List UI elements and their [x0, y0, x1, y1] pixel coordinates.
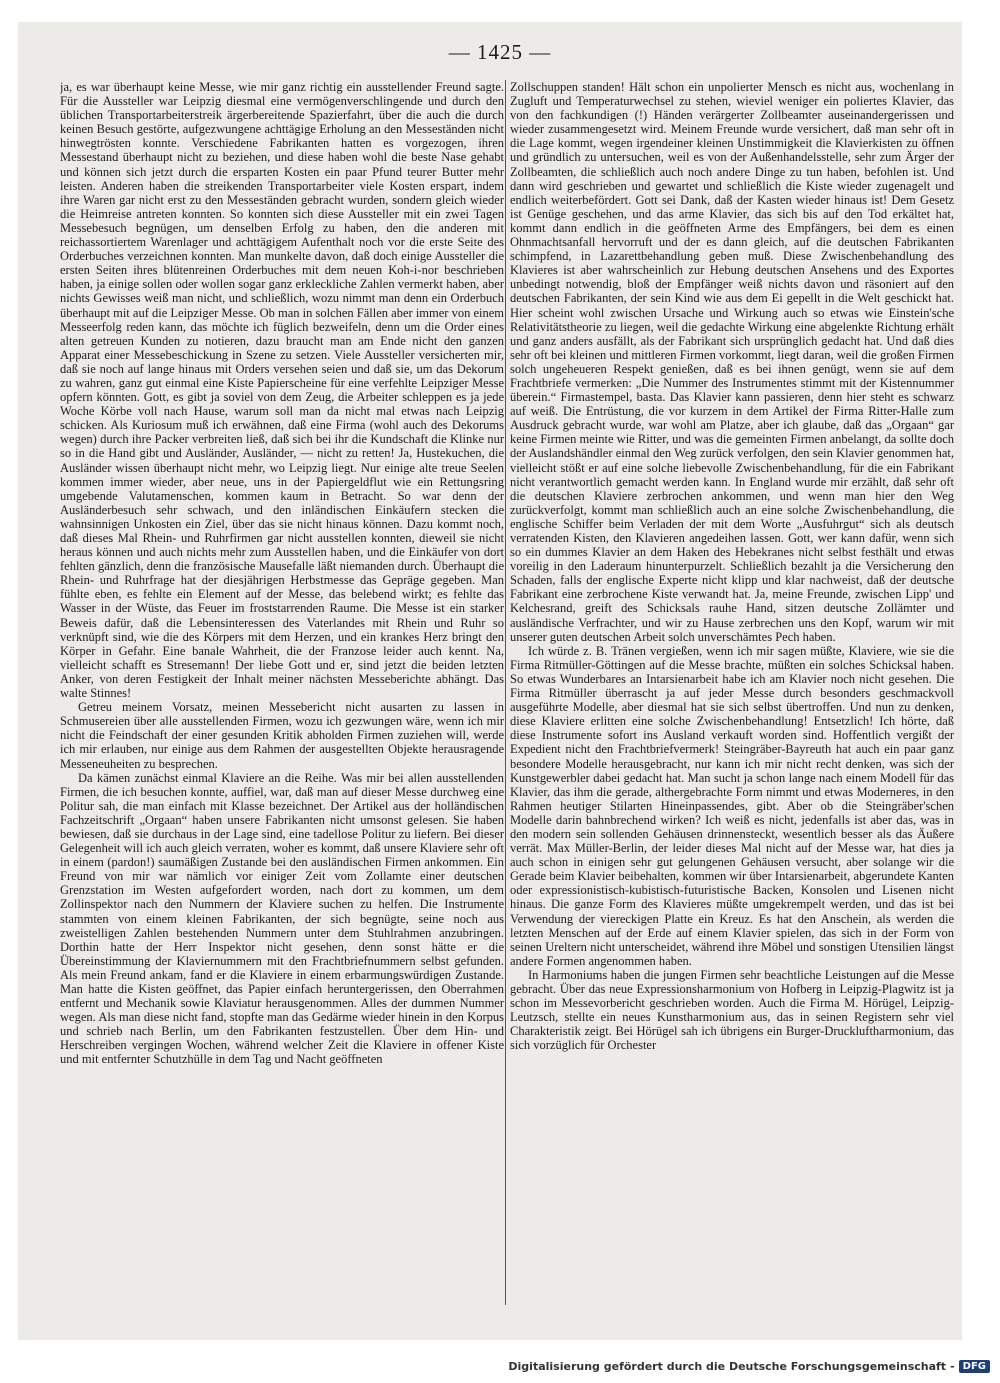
paragraph: Da kämen zunächst einmal Klaviere an die Reihe. Was mir bei allen ausstellenden Firmen, die ich besuchen konnte, auffiel, war, daß man auf dieser Messe durchweg eine Politur sah, die man einfach mit Klasse bezeichnet. Der Artikel aus der holländischen Fachzeitschrift „Orgaan“ haben unsere Fabrikanten nicht umsonst gelesen. Sie haben bewiesen, daß sie durchaus in der Lage sind, eine tadellose Politur zu liefern. Bei dieser Gelegenheit will ich auch gleich verraten, woher es kommt, daß unsere Klaviere sehr oft in einem (pardon!) saumäßigen Zustande bei den ausländischen Firmen ankommen. Ein Freund von mir war nämlich vor einiger Zeit vom Zollamte einer deutschen Grenzstation im Westen aufgefordert worden, nach dort zu kommen, um dem Zollinspektor nach den Nummern der Klaviere suchen zu helfen. Die Instrumente stammten von einem kleinen Fabrikanten, der sich begnügte, seine noch aus zweistelligen Zahlen bestehenden Nummern unter dem Stuhlrahmen anzubringen. Dorthin hatte der Herr Inspektor nicht gesehen, denn sonst hätte er die Übereinstimmung der Klaviernummern mit den Frachtbriefnummern selbst gefunden. Als mein Freund ankam, fand er die Klaviere in einem erbarmungswürdigen Zustande. Man hatte die Kisten geöffnet, das Papier einfach heruntergerissen, den Oberrahmen entfernt und Mechanik sowie Klaviatur herausgenommen. Alles der dummen Nummer wegen. Als man diese nicht fand, stopfte man das Gedärme wieder hinein in den Korpus und schrieb nach Berlin, um den Fabrikanten festzustellen. Über dem Hin- und Herschreiben vergingen Wochen, während welcher Zeit die Klaviere in offener Kiste und mit entfernter Schutzhülle in dem Tag und Nacht geöffneten: [60, 770, 504, 1067]
right-column: [510, 80, 954, 1320]
column-divider: [505, 80, 506, 1305]
paragraph: Getreu meinem Vorsatz, meinen Messebericht nicht ausarten zu lassen in Schmusereien über alle ausstellenden Firmen, wozu ich gezwungen wäre, wenn ich mir nicht die Feindschaft der einer gesunden Kritik abholden Firmen zuziehen will, werde ich mir erlauben, nur einige aus dem Rahmen der ausgestellten Objekte herausragende Messeneuheiten zu besprechen.: [60, 700, 504, 771]
paragraph: Zollschuppen standen! Hält schon ein unpolierter Mensch es nicht aus, wochenlang in Zugluft und Temperaturwechsel zu stehen, wieviel weniger ein poliertes Klavier, das von den fachkundigen (!) Händen verärgerter Zollbeamter auseinandergerissen und wieder zusammengesetzt wird. Meinem Freunde wurde versichert, daß man sehr oft in die Lage kommt, wegen irgendeiner kleinen Unstimmigkeit die Klavierkisten zu öffnen und gründlich zu untersuchen, weil es von der Außenhandelsstelle, sehr zum Ärger der Zollbeamten, die schließlich auch noch andere Dinge zu tun haben, befohlen ist. Und dann wird geschrieben und gewartet und schließlich die Kiste wieder zugenagelt und endlich weiterbefördert. Gott sei Dank, daß der Kasten wieder hinaus ist! Dem Gesetz ist Genüge geschehen, und das arme Klavier, das sich bis auf den Tod erkältet hat, kommt dann endlich in die geöffneten Arme des Empfängers, bei dem es einen Ohnmachtsanfall hervorruft und der es dann gleich, auf die deutschen Fabrikanten schimpfend, in Lazarettbehandlung geben muß. Diese Zwischenbehandlung des Klavieres ist aber wahrscheinlich zur Hebung deutschen Ansehens und des Exportes unbedingt notwendig, bloß der Empfänger weiß nichts davon und räsoniert auf den deutschen Fabrikanten, der sein Kind wie aus dem Ei gepellt in die Welt geschickt hat. Hier scheint wohl zwischen Ursache und Wirkung auch so etwas wie Einstein'sche Relativitätstheorie zu liegen, weil die gedachte Wirkung eine abgelenkte Richtung erhält und ganz anders ausfällt, als der Fabrikant sich ursprünglich gedacht hat. Und daß dies sehr oft bei kleinen und mittleren Firmen vorkommt, liegt daran, weil die großen Firmen solch ungeheueren Respekt genießen, daß es bei ihnen genügt, wenn sie auf dem Frachtbriefe vermerken: „Die Nummer des Instrumentes stimmt mit der Kistennummer überein.“ Firmastempel, basta. Das Klavier kann passieren, denn hier steht es schwarz auf weiß. Die Entrüstung, die vor kurzem in dem Artikel der Firma Ritter-Halle zum Ausdruck gebracht wurde, war wohl am Platze, aber ich glaube, daß das „Orgaan“ gar keine Firmen meinte wie Ritter, und was die gemeinten Firmen anbelangt, da sollte doch der Auslandshändler einmal den Weg zurück verfolgen, den sein Klavier genommen hat, vielleicht stößt er auf eine solche liebevolle Zwischenbehandlung, für die ein Fabrikant nicht verantwortlich gemacht werden kann. In England wurde mir erzählt, daß sehr oft die deutschen Klaviere zerbrochen ankommen, und wenn man hier den Weg zurückverfolgt, kommt man schließlich auch an eine solche Zwischenbehandlung, die englische Schiffer beim Verladen der mit dem Worte „Ausfuhrgut“ sich als deutsch verratenden Kisten, den Klavieren angedeihen lassen. Gott, wer kann dafür, wenn sich so ein dummes Klavier an dem Haken des Hebekranes nicht selbst festhält und etwas voreilig in den Laderaum hinunterpurzelt. Schließlich bezahlt ja die Versicherung den Schaden, falls der englische Experte nicht klipp und klar nachweist, daß der deutsche Fabrikant eine zerbrochene Kiste verwandt hat. Ja, meine Freunde, zwischen Lipp' und Kelchesrand, greift des Schicksals rauhe Hand, sitzen deutsche Zollämter und ausländische Verfrachter, und wir zu Hause zerbrechen uns den Kopf, warum wir mit unserer guten deutschen Arbeit solch unverschämtes Pech haben.: [510, 80, 954, 644]
credit-text: Digitalisierung gefördert durch die Deutsche Forschungsgemeinschaft: [508, 1360, 947, 1373]
credit-separator: -: [950, 1360, 955, 1373]
page-number: — 1425 —: [448, 40, 552, 64]
dfg-logo: DFG: [959, 1360, 990, 1373]
paragraph: In Harmoniums haben die jungen Firmen sehr beachtliche Leistungen auf die Messe gebracht. Über das neue Expressionsharmonium von Hofberg in Leipzig-Plagwitz ist ja schon im Messevorbericht geschrieben worden. Auch die Firma M. Hörügel, Leipzig-Leutzsch, stellte ein neues Kunstharmonium aus, das in seinen Registern sehr viel Charakteristik zeigt. Bei Hörügel sah ich übrigens ein Burger-Druckluftharmonium, das sich vorzüglich für Orchester: [510, 967, 954, 1053]
digitization-credit: [508, 1360, 990, 1373]
paragraph: Ich würde z. B. Tränen vergießen, wenn ich mir sagen müßte, Klaviere, wie sie die Firma Ritmüller-Göttingen auf die Messe brachte, müßten ein solches Schicksal haben. So etwas Wunderbares an Intarsienarbeit habe ich am Klavier noch nicht gesehen. Die Firma Ritmüller überrascht ja auf jeder Messe durch besonders geschmackvoll ausgeführte Modelle, aber diesmal hat sie sich selbst übertroffen. Und nun zu denken, diese Klaviere erlitten eine solche Zwischenbehandlung! Entsetzlich! Ich hörte, daß diese Instrumente sofort ins Ausland verkauft worden sind. Hoffentlich vergißt der Expedient nicht den Frachtbriefvermerk! Steingräber-Bayreuth hat auch ein paar ganz besondere Modelle herausgebracht, nur kann ich mir nicht recht denken, was sich der Kunstgewerbler dabei gedacht hat. Man sucht ja schon lange nach einem Modell für das Klavier, das ihm die gerade, althergebrachte Form nimmt und etwas Moderneres, in den Rahmen heutiger Stilarten Hineinpassendes, gibt. Aber ob die Steingräber'schen Modelle darin bahnbrechend wirken? Ich weiß es nicht, jedenfalls ist aber das, was in den modern sein sollenden Gehäusen drinnensteckt, wesentlich besser als das Äußere verrät. Max Müller-Berlin, der leider dieses Mal nicht auf der Messe war, hat dies ja auch schon in einigen sehr gut gelungenen Gehäusen versucht, aber solange wir die Gerade beim Klavier beibehalten, kommen wir über Intarsienarbeit, abgerundete Kanten oder expressionistisch-kubistisch-futuristische Backen, Konsolen und Lisenen nicht hinaus. Die ganze Form des Klavieres müßte umgekrempelt werden, und das ist bei Verwendung der viereckigen Platte ein Kreuz. Es hat den Anschein, als werden die letzten Menschen auf der Erde auf einem Klavier spielen, das sich in der Form von seinen Ureltern nicht unterscheidet, während ihre Möbel und sonstigen Utensilien längst andere Formen angenommen haben.: [510, 643, 954, 968]
paragraph: ja, es war überhaupt keine Messe, wie mir ganz richtig ein ausstellender Freund sagte. Für die Aussteller war Leipzig diesmal eine vermögenverschlingende und durch den üblichen Transportarbeiterstreik ärgerbereitende Spazierfahrt, über die auch die durch keinen Besuch gestörte, aufgezwungene achttägige Erholung an den Messeständen nicht hinwegtrösten konnte. Verschiedene Fabrikanten hatten es vorgezogen, ihren Messestand überhaupt nicht zu beziehen, und diese haben wohl die beste Nase gehabt und können sich jetzt durch die ersparten Kosten ein paar Pfund teurer Butter mehr leisten. Anderen haben die streikenden Transportarbeiter viele Kosten erspart, indem ihre Waren gar nicht erst zu den Messeständen gebracht wurden, sondern gleich wieder die Heimreise antreten konnten. So konnten sich diese Aussteller mit ein zwei Tagen Messebesuch begnügen, um denselben Erfolg zu haben, den die anderen mit reichassortiertem Warenlager und achttägigem Aufenthalt noch vor die erste Seite des Orderbuches verzeichnen konnten. Man munkelte davon, daß doch einige Aussteller die ersten Seiten ihres blütenreinen Orderbuches mit dem neuen Koh-i-nor beschrieben haben, ja einige sollen oder wollen sogar ganz erkleckliche Zahlen vermerkt haben, aber nichts Gewisses weiß man nicht, und schließlich, wozu nimmt man denn ein Orderbuch überhaupt mit auf die Leipziger Messe. Ob man in solchen Fällen aber immer von einem Messeerfolg reden kann, das möchte ich füglich bezweifeln, denn um die Order eines alten getreuen Kunden zu notieren, dazu braucht man am Ende nicht den ganzen Apparat einer Messebeschickung in Szene zu setzen. Viele Aussteller versicherten mir, daß sie noch auf lange hinaus mit Orders versehen seien und daß sie, um das Dekorum zu wahren, ganz gut einmal eine Kiste Papierscheine für eine verfehlte Leipziger Messe opfern könnten. Gott, es gibt ja soviel von dem Zeug, die Arbeiter schleppen es ja jede Woche Körbe voll nach Hause, warum soll man da nicht mal etwas nach Leipzig schicken. Als Kuriosum muß ich erwähnen, daß eine Firma (wohl auch des Dekorums wegen) durch ihre Packer verbreiten ließ, daß sich bei ihr die Kundschaft die Klinke nur so in die Hand gibt und Ausländer, Ausländer, — nicht zu retten! Ja, Hustekuchen, die Ausländer wissen überhaupt nicht mehr, wo Leipzig liegt. Nur einige alte treue Seelen kommen immer wieder, aber neue, uns in der Papiergeldflut wie ein Rettungsring umgebende Valutamenschen, kommen kaum in Betracht. So war denn der Ausländerbesuch sehr schwach, und den inländischen Einkäufern stecken die wahnsinnigen Unkosten ein Ziel, über das sie nicht hinaus können. Dazu kommt noch, daß dieses Mal Rhein- und Ruhrfirmen gar nicht ausstellen konnten, dieweil sie nicht heraus können und auch nichts mehr zum Ausstellen haben, und die Einkäufer von dort fehlten gänzlich, denn die französische Mausefalle läßt niemanden durch. Überhaupt die Rhein- und Ruhrfrage hat der diesjährigen Herbstmesse das Gepräge gegeben. Man fühlte eben, es fehlte ein Element auf der Messe, das belebend wirkt; es fehlte das Wasser in der Wüste, das Feuer im froststarrenden Raume. Die Messe ist ein starker Beweis dafür, daß die Lebensinteressen des Vaterlandes mit Rhein und Ruhr so verknüpft sind, wie die des Körpers mit dem Herzen, und ein krankes Herz bringt den Körper in Gefahr. Eine banale Wahrheit, die der Franzose leider auch kennt. Na, vielleicht schafft es Stresemann! Der liebe Gott und er, sind jetzt die beiden letzten Anker, von deren Festigkeit der Inhalt meiner nächsten Messeberichte abhängt. Das walte Stinnes!: [60, 80, 504, 701]
left-column: [60, 80, 504, 1320]
